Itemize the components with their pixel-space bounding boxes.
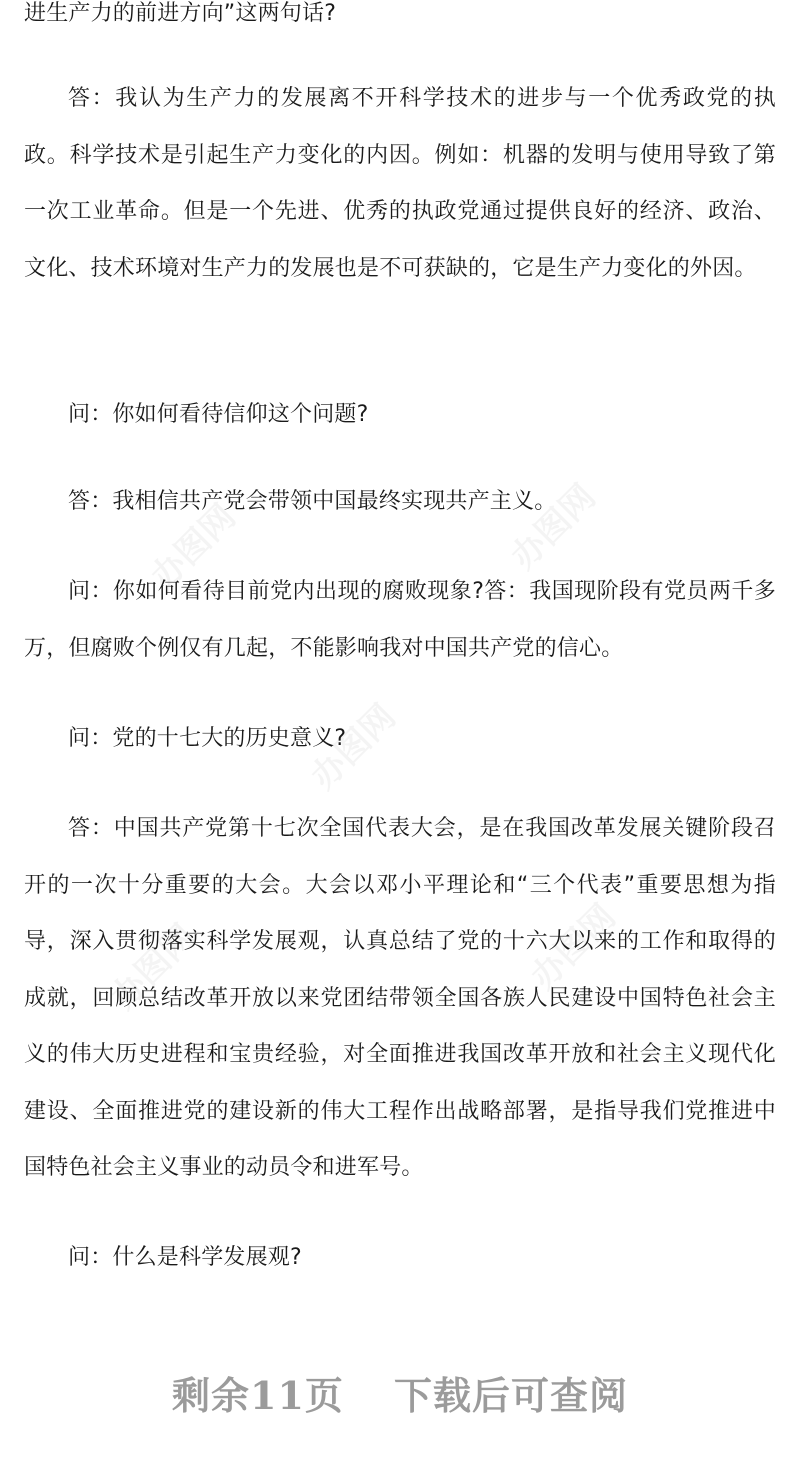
paragraph-question-corruption: 问：你如何看待目前党内出现的腐败现象?答：我国现阶段有党员两千多万，但腐败个例仅有几起，不能影响我对中国共产党的信心。 (24, 579, 776, 661)
paragraph-question-continuation: 进生产力的前进方向”这两句话? (24, 1, 337, 26)
paragraph-question-belief: 问：你如何看待信仰这个问题? (68, 402, 369, 427)
paragraph-answer-17th-congress: 答：中国共产党第十七次全国代表大会，是在我国改革发展关键阶段召开的一次十分重要的大会。大会以邓小平理论和“三个代表”重要思想为指导，深入贯彻落实科学发展观，认真总结了党的十六大以来的工作和取得的成就，回顾总结改革开放以来党团结带领全国各族人民建设中国特色社会主义的伟大历史进程和宝贵经验，对全面推进我国改革开放和社会主义现代化建设、全面推进党的建设新的伟大工程作出战略部署，是指导我们党推进中国特色社会主义事业的动员令和进军号。 (24, 816, 776, 1180)
download-to-view-label[interactable]: 下载后可查阅 (393, 1372, 628, 1418)
remaining-pages-label: 剩余11页 (172, 1372, 344, 1418)
paragraph-question-17th-congress: 问：党的十七大的历史意义? (68, 726, 347, 751)
download-prompt-footer[interactable] (0, 1352, 800, 1432)
paragraph-answer-productivity: 答：我认为生产力的发展离不开科学技术的进步与一个优秀政党的执政。科学技术是引起生产力变化的内因。例如：机器的发明与使用导致了第一次工业革命。但是一个先进、优秀的执政党通过提供良好的经济、政治、文化、技术环境对生产力的发展也是不可获缺的，它是生产力变化的外因。 (24, 86, 776, 281)
paragraph-question-scientific-development: 问：什么是科学发展观? (68, 1245, 302, 1270)
paragraph-answer-belief: 答：我相信共产党会带领中国最终实现共产主义。 (68, 489, 557, 514)
